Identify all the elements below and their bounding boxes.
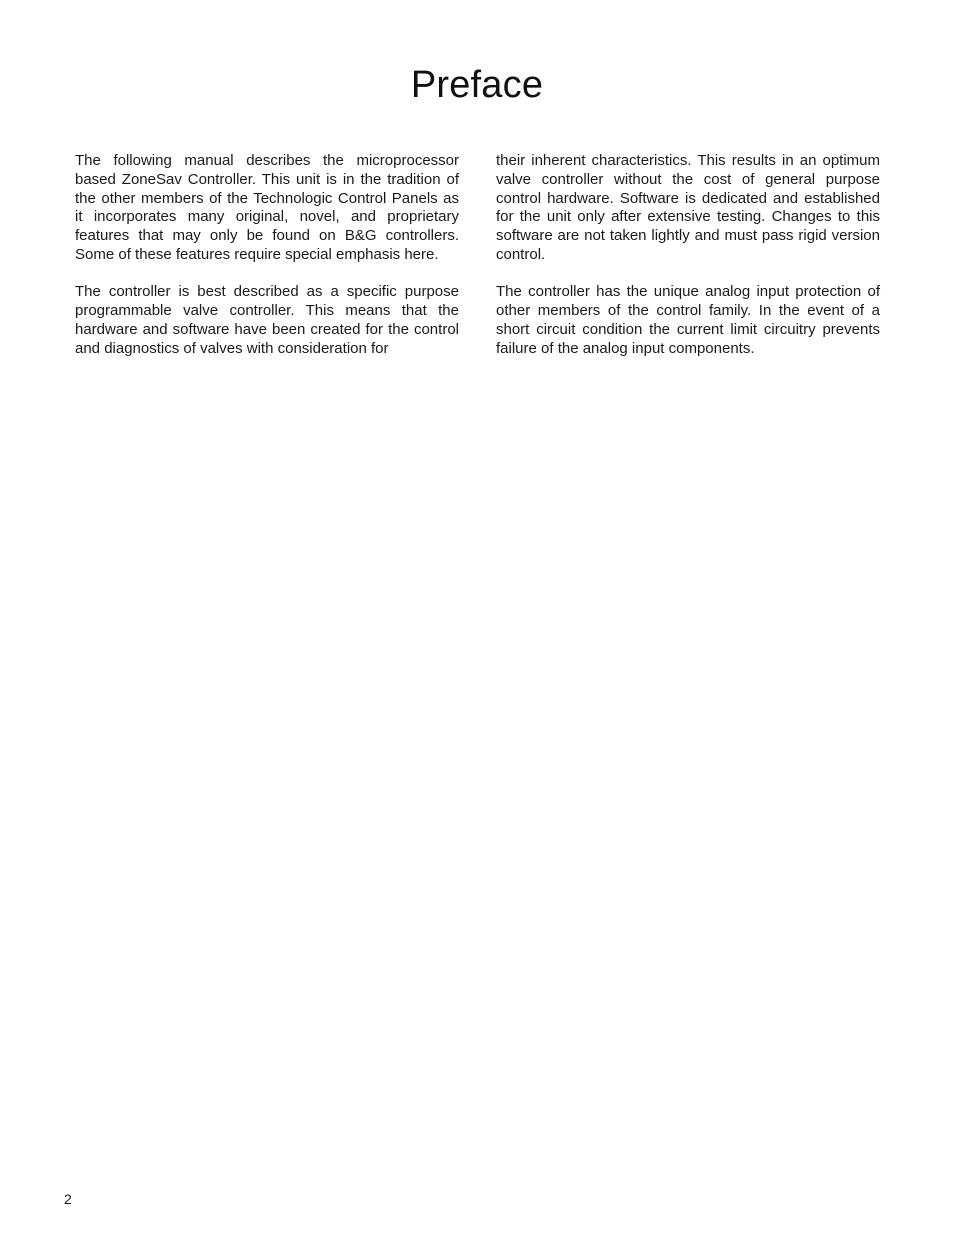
paragraph-analog-input-protection: The controller has the unique analog input protection of other members of the control family. In the event of a short circuit condition the current limit circuitry prevents failure of the analog input components. (496, 283, 880, 357)
paragraph-controller-description-continued: their inherent characteristics. This results in an optimum valve controller without the cost of general purpose control hardware. Software is dedicated and established for the unit only after extensive testing. Changes to this software are not taken lightly and must pass rigid version control. (496, 152, 880, 263)
paragraph-intro: The following manual describes the microprocessor based ZoneSav Controller. This unit is in the tradition of the other members of the Technologic Control Panels as it incorporates many original, novel, and proprietary features that may only be found on B&G controllers. Some of these features require special emphasis here. (75, 152, 459, 263)
right-text-column (496, 152, 880, 377)
paragraph-controller-description: The controller is best described as a specific purpose programmable valve controller. This means that the hardware and software have been created for the control and diagnostics of valves with consideration for (75, 283, 459, 357)
left-text-column (75, 152, 459, 377)
page-title: Preface (410, 64, 544, 106)
page-number: 2 (64, 1191, 72, 1207)
